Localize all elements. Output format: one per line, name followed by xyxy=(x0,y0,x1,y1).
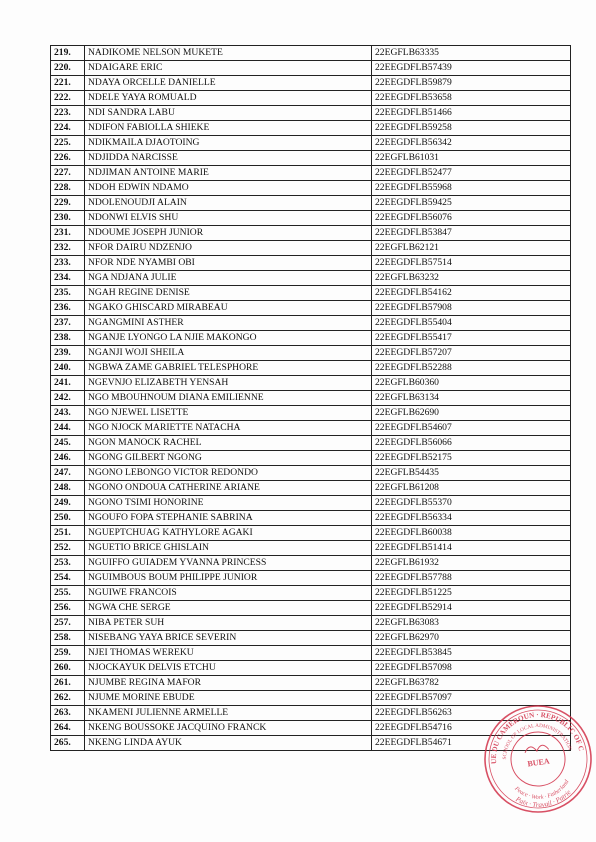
table-row xyxy=(51,106,571,121)
table-row xyxy=(51,511,571,526)
row-number: 259. xyxy=(51,646,85,661)
registration-code: 22EGFLB54435 xyxy=(372,466,571,481)
table-row xyxy=(51,166,571,181)
row-number: 228. xyxy=(51,181,85,196)
registration-code: 22EGFLB61031 xyxy=(372,151,571,166)
row-number: 254. xyxy=(51,571,85,586)
row-number: 231. xyxy=(51,226,85,241)
registration-code: 22EGFLB61208 xyxy=(372,481,571,496)
seal-emblem-icon xyxy=(524,744,548,752)
student-name: NISEBANG YAYA BRICE SEVERIN xyxy=(85,631,372,646)
registration-code: 22EEGDFLB52175 xyxy=(372,451,571,466)
registration-code: 22EEGDFLB55404 xyxy=(372,316,571,331)
registration-code: 22EEGDFLB59879 xyxy=(372,76,571,91)
registration-code: 22EEGDFLB57788 xyxy=(372,571,571,586)
table-row xyxy=(51,226,571,241)
student-name: NJEI THOMAS WEREKU xyxy=(85,646,372,661)
registration-code: 22EEGDFLB57908 xyxy=(372,301,571,316)
table-row xyxy=(51,451,571,466)
table-row xyxy=(51,571,571,586)
table-row xyxy=(51,646,571,661)
row-number: 246. xyxy=(51,451,85,466)
row-number: 219. xyxy=(51,46,85,61)
registration-code: 22EEGDFLB53845 xyxy=(372,646,571,661)
student-name: NGAH REGINE DENISE xyxy=(85,286,372,301)
table-row xyxy=(51,616,571,631)
student-name: NGUIWE FRANCOIS xyxy=(85,586,372,601)
row-number: 257. xyxy=(51,616,85,631)
table-row xyxy=(51,556,571,571)
registration-code: 22EEGDFLB52288 xyxy=(372,361,571,376)
row-number: 222. xyxy=(51,91,85,106)
row-number: 221. xyxy=(51,76,85,91)
registration-code: 22EEGDFLB54162 xyxy=(372,286,571,301)
table-row xyxy=(51,91,571,106)
student-name: NGONO ONDOUA CATHERINE ARIANE xyxy=(85,481,372,496)
row-number: 243. xyxy=(51,406,85,421)
table-row xyxy=(51,676,571,691)
registration-code: 22EEGDFLB52477 xyxy=(372,166,571,181)
student-name: NGEVNJO ELIZABETH YENSAH xyxy=(85,376,372,391)
student-name: NGO MBOUHNOUM DIANA EMILIENNE xyxy=(85,391,372,406)
row-number: 235. xyxy=(51,286,85,301)
table-row xyxy=(51,526,571,541)
student-name: NGUIMBOUS BOUM PHILIPPE JUNIOR xyxy=(85,571,372,586)
registration-code: 22EEGDFLB55968 xyxy=(372,181,571,196)
registration-code: 22EEGDFLB56066 xyxy=(372,436,571,451)
registration-code: 22EGFLB60360 xyxy=(372,376,571,391)
seal-text-bottom-2: Peace · Work · Fatherland xyxy=(513,779,571,801)
table-row xyxy=(51,151,571,166)
student-name: NDOH EDWIN NDAMO xyxy=(85,181,372,196)
registration-code: 22EEGDFLB55370 xyxy=(372,496,571,511)
table-row xyxy=(51,211,571,226)
student-name: NDI SANDRA LABU xyxy=(85,106,372,121)
table-row xyxy=(51,361,571,376)
registration-code: 22EGFLB63083 xyxy=(372,616,571,631)
row-number: 239. xyxy=(51,346,85,361)
row-number: 249. xyxy=(51,496,85,511)
row-number: 245. xyxy=(51,436,85,451)
row-number: 227. xyxy=(51,166,85,181)
table-row xyxy=(51,76,571,91)
student-name: NKENG BOUSSOKE JACQUINO FRANCK xyxy=(85,721,372,736)
seal-text-bottom: Paix · Travail · Patrie xyxy=(514,788,573,809)
student-name: NGA NDJANA JULIE xyxy=(85,271,372,286)
registration-code: 22EEGDFLB51225 xyxy=(372,586,571,601)
student-name: NGO NJEWEL LISETTE xyxy=(85,406,372,421)
row-number: 255. xyxy=(51,586,85,601)
registration-code: 22EGFLB63335 xyxy=(372,46,571,61)
row-number: 265. xyxy=(51,736,85,751)
student-name: NIBA PETER SUH xyxy=(85,616,372,631)
student-name: NJOCKAYUK DELVIS ETCHU xyxy=(85,661,372,676)
table-row xyxy=(51,136,571,151)
row-number: 262. xyxy=(51,691,85,706)
table-row xyxy=(51,61,571,76)
row-number: 247. xyxy=(51,466,85,481)
row-number: 258. xyxy=(51,631,85,646)
table-row xyxy=(51,481,571,496)
registration-code: 22EGFLB61932 xyxy=(372,556,571,571)
registration-code: 22EGFLB63782 xyxy=(372,676,571,691)
student-name: NGANGMINI ASTHER xyxy=(85,316,372,331)
student-name: NGONG GILBERT NGONG xyxy=(85,451,372,466)
registration-code: 22EEGDFLB59258 xyxy=(372,121,571,136)
table-row xyxy=(51,46,571,61)
row-number: 264. xyxy=(51,721,85,736)
row-number: 236. xyxy=(51,301,85,316)
student-name: NGO NJOCK MARIETTE NATACHA xyxy=(85,421,372,436)
student-name: NGANJI WOJI SHEILA xyxy=(85,346,372,361)
registration-code: 22EEGDFLB52914 xyxy=(372,601,571,616)
table-row xyxy=(51,376,571,391)
table-row xyxy=(51,661,571,676)
table-row xyxy=(51,346,571,361)
student-name: NFOR DAIRU NDZENJO xyxy=(85,241,372,256)
row-number: 229. xyxy=(51,196,85,211)
row-number: 223. xyxy=(51,106,85,121)
student-name: NGONO LEBONGO VICTOR REDONDO xyxy=(85,466,372,481)
row-number: 263. xyxy=(51,706,85,721)
table-row xyxy=(51,436,571,451)
registration-code: 22EEGDFLB53658 xyxy=(372,91,571,106)
row-number: 238. xyxy=(51,331,85,346)
student-name: NDIFON FABIOLLA SHIEKE xyxy=(85,121,372,136)
student-name: NGANJE LYONGO LA NJIE MAKONGO xyxy=(85,331,372,346)
registration-code: 22EGFLB62970 xyxy=(372,631,571,646)
table-row xyxy=(51,631,571,646)
row-number: 242. xyxy=(51,391,85,406)
row-number: 226. xyxy=(51,151,85,166)
table-row xyxy=(51,241,571,256)
table-row xyxy=(51,466,571,481)
row-number: 234. xyxy=(51,271,85,286)
row-number: 233. xyxy=(51,256,85,271)
table-row xyxy=(51,586,571,601)
row-number: 253. xyxy=(51,556,85,571)
table-row xyxy=(51,271,571,286)
table-row xyxy=(51,496,571,511)
student-name: NDOLENOUDJI ALAIN xyxy=(85,196,372,211)
registration-code: 22EGFLB62690 xyxy=(372,406,571,421)
seal-text-inner: SCHOOL OF LOCAL ADMINISTRATION xyxy=(501,722,573,760)
student-name: NDELE YAYA ROMUALD xyxy=(85,91,372,106)
row-number: 250. xyxy=(51,511,85,526)
student-name: NADIKOME NELSON MUKETE xyxy=(85,46,372,61)
row-number: 220. xyxy=(51,61,85,76)
registration-code: 22EEGDFLB59425 xyxy=(372,196,571,211)
registration-code: 22EEGDFLB54607 xyxy=(372,421,571,436)
student-roster-table xyxy=(50,45,571,751)
registration-code: 22EEGDFLB56076 xyxy=(372,211,571,226)
registration-code: 22EEGDFLB57098 xyxy=(372,661,571,676)
row-number: 237. xyxy=(51,316,85,331)
row-number: 240. xyxy=(51,361,85,376)
student-name: NGUEPTCHUAG KATHYLORE AGAKI xyxy=(85,526,372,541)
student-name: NDIKMAILA DJAOTOING xyxy=(85,136,372,151)
row-number: 244. xyxy=(51,421,85,436)
table-row xyxy=(51,331,571,346)
student-name: NFOR NDE NYAMBI OBI xyxy=(85,256,372,271)
registration-code: 22EEGDFLB51466 xyxy=(372,106,571,121)
student-name: NKENG LINDA AYUK xyxy=(85,736,372,751)
official-stamp-seal xyxy=(482,703,594,815)
registration-code: 22EGFLB63232 xyxy=(372,271,571,286)
row-number: 232. xyxy=(51,241,85,256)
row-number: 252. xyxy=(51,541,85,556)
table-row xyxy=(51,406,571,421)
table-row xyxy=(51,256,571,271)
registration-code: 22EGFLB63134 xyxy=(372,391,571,406)
registration-code: 22EEGDFLB56342 xyxy=(372,136,571,151)
table-row xyxy=(51,301,571,316)
student-name: NGBWA ZAME GABRIEL TELESPHORE xyxy=(85,361,372,376)
student-name: NJUMBE REGINA MAFOR xyxy=(85,676,372,691)
seal-text-outer: REPUBLIQUE DU CAMEROUN · REPUBLIC OF CAMEROON xyxy=(489,710,586,765)
student-name: NGON MANOCK RACHEL xyxy=(85,436,372,451)
registration-code: 22EEGDFLB55417 xyxy=(372,331,571,346)
student-name: NDONWI ELVIS SHU xyxy=(85,211,372,226)
row-number: 251. xyxy=(51,526,85,541)
registration-code: 22EEGDFLB57514 xyxy=(372,256,571,271)
student-name: NGUETIO BRICE GHISLAIN xyxy=(85,541,372,556)
student-name: NDAIGARE ERIC xyxy=(85,61,372,76)
table-row xyxy=(51,316,571,331)
student-name: NGWA CHE SERGE xyxy=(85,601,372,616)
registration-code: 22EEGDFLB56334 xyxy=(372,511,571,526)
registration-code: 22EEGDFLB57439 xyxy=(372,61,571,76)
row-number: 230. xyxy=(51,211,85,226)
registration-code: 22EEGDFLB53847 xyxy=(372,226,571,241)
table-row xyxy=(51,181,571,196)
row-number: 248. xyxy=(51,481,85,496)
table-row xyxy=(51,601,571,616)
registration-code: 22EEGDFLB57207 xyxy=(372,346,571,361)
student-name: NGONO TSIMI HONORINE xyxy=(85,496,372,511)
roster-body xyxy=(51,46,571,751)
student-name: NDJIDDA NARCISSE xyxy=(85,151,372,166)
registration-code: 22EEGDFLB51414 xyxy=(372,541,571,556)
student-name: NGUIFFO GUIADEM YVANNA PRINCESS xyxy=(85,556,372,571)
registration-code: 22EEGDFLB60038 xyxy=(372,526,571,541)
student-name: NGOUFO FOPA STEPHANIE SABRINA xyxy=(85,511,372,526)
registration-code: 22EEGDFLB54671 xyxy=(372,736,571,751)
student-name: NDAYA ORCELLE DANIELLE xyxy=(85,76,372,91)
student-name: NGAKO GHISCARD MIRABEAU xyxy=(85,301,372,316)
table-row xyxy=(51,196,571,211)
table-row xyxy=(51,286,571,301)
row-number: 225. xyxy=(51,136,85,151)
seal-text-city: BUEA xyxy=(526,756,551,769)
registration-code: 22EEGDFLB56263 xyxy=(372,706,571,721)
table-row xyxy=(51,421,571,436)
registration-code: 22EGFLB62121 xyxy=(372,241,571,256)
table-row xyxy=(51,121,571,136)
student-name: NJUME MORINE EBUDE xyxy=(85,691,372,706)
student-name: NKAMENI JULIENNE ARMELLE xyxy=(85,706,372,721)
student-name: NDJIMAN ANTOINE MARIE xyxy=(85,166,372,181)
registration-code: 22EEGDFLB54716 xyxy=(372,721,571,736)
table-row xyxy=(51,391,571,406)
row-number: 260. xyxy=(51,661,85,676)
table-row xyxy=(51,541,571,556)
registration-code: 22EEGDFLB57097 xyxy=(372,691,571,706)
row-number: 256. xyxy=(51,601,85,616)
student-name: NDOUME JOSEPH JUNIOR xyxy=(85,226,372,241)
row-number: 261. xyxy=(51,676,85,691)
row-number: 241. xyxy=(51,376,85,391)
row-number: 224. xyxy=(51,121,85,136)
